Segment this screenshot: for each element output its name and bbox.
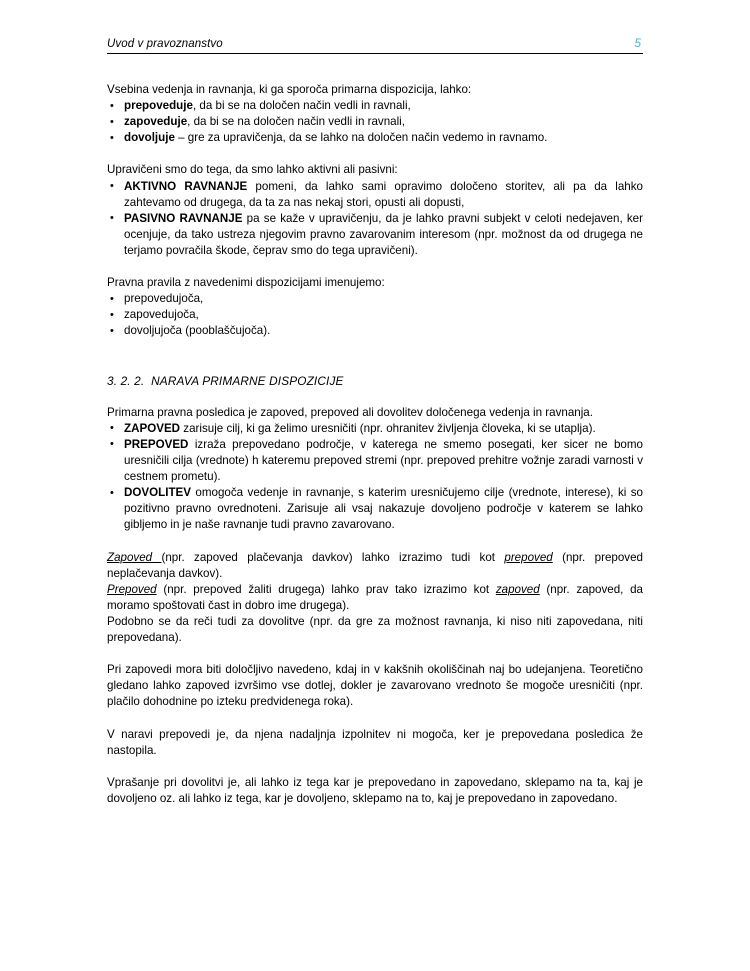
spacer — [107, 259, 643, 275]
list-item-strong: zapoveduje — [124, 115, 188, 129]
list-item-text: , da bi se na določen način vedli in ravnali, — [187, 115, 405, 129]
spacer — [107, 710, 643, 726]
list-item — [107, 114, 643, 130]
list-item — [107, 130, 643, 146]
list-item: • dovoljujoča (pooblaščujoča). — [107, 323, 643, 339]
page-header — [107, 36, 643, 54]
list-item — [107, 437, 643, 485]
text-run: (npr. zapoved plačevanja davkov) lahko izrazimo tudi kot — [161, 550, 505, 564]
emphasis-zapoved: Zapoved — [107, 550, 162, 564]
spacer — [107, 340, 643, 373]
list-item — [107, 421, 643, 437]
page-number: 5 — [634, 36, 641, 50]
list-primarna-dispozicija — [107, 421, 643, 534]
list-item — [107, 485, 643, 533]
spacer — [107, 759, 643, 775]
list-dispozicija-types — [107, 98, 643, 146]
paragraph-v-naravi-prepovedi: V naravi prepovedi je, da njena nadaljnja izpolnitev ni mogoča, ker je prepovedana posledica že nastopila. — [107, 727, 643, 757]
list-item-text: , da bi se na določen način vedli in ravnali, — [192, 99, 411, 113]
paragraph-prepoved-zapoved — [107, 582, 643, 614]
list-item-text: omogoča vedenje in ravnanje, s katerim uresničujemo cilje (vrednote, interese), ki so pozitivno pravno ovrednoteni. Zarisuje ali vsaj nakazuje dovoljeno področje v katerem se lahko gibljemo in je naše ravnanje tudi pravno zavarovano. — [124, 486, 643, 532]
section-heading: 3. 2. 2. NARAVA PRIMARNE DISPOZICIJE — [107, 373, 344, 388]
list-item-strong: ZAPOVED — [124, 421, 181, 435]
spacer — [107, 533, 643, 549]
list-item: • zapovedujoča, — [107, 307, 643, 323]
text-run: (npr. prepoved žaliti drugega) lahko prav tako izrazimo kot — [156, 582, 496, 596]
list-item-strong: prepoveduje — [124, 99, 193, 113]
emphasis-prepoved-2: Prepoved — [107, 582, 157, 596]
paragraph-zapoved-prepoved — [107, 550, 643, 582]
text-run: (npr. prepoved neplačevanja davkov). — [107, 550, 643, 580]
document-body — [107, 82, 643, 807]
paragraph-pri-zapovedi: Pri zapovedi mora biti določljivo navedeno, kdaj in v kakšnih okoliščinah naj bo udejanjena. Teoretično gledano lahko zapoved izvršimo vse dotlej, dokler je zavarovano vrednoto še mogoče uresničiti (npr. plačilo dohodnine po izteku predvidenega roka). — [107, 663, 643, 709]
spacer — [107, 389, 643, 405]
list-item-text: pa se kaže v upravičenju, da je lahko pravni subjekt v celoti nedejaven, ker ocenjuje, da tako ustreza njegovim pravno zavarovanim interesom (npr. možnost da od drugega ne terjamo povračila škode, čeprav smo do tega upravičeni). — [124, 211, 643, 257]
spacer — [107, 146, 643, 162]
list-item: • prepovedujoča, — [107, 291, 643, 307]
list-item-strong: PREPOVED — [124, 437, 189, 451]
list-ravnanje-types — [107, 179, 643, 259]
paragraph-upraviceni-smo: Upravičeni smo do tega, da smo lahko aktivni ali pasivni: — [107, 163, 398, 177]
list-item-strong: PASIVNO RAVNANJE — [124, 211, 243, 225]
paragraph-vprasanje-pri-dovolitvi: Vprašanje pri dovolitvi je, ali lahko iz tega kar je prepovedano in zapovedano, sklepamo na ta, kaj je dovoljeno oz. ali lahko iz tega, kar je dovoljeno, sklepamo na to, kaj je prepovedano in zapovedano. — [107, 775, 643, 805]
emphasis-prepoved: prepoved — [504, 550, 553, 564]
list-pravila-names — [107, 291, 643, 339]
list-item-text: izraža prepovedano področje, v katerega ne smemo posegati, ker sicer ne bomo uresničili cilja (vrednote) h kateremu prepoved stremi (npr. prepoved prehitre vožnje zaradi varnosti v cestnem prometu). — [124, 437, 643, 484]
list-item-strong: AKTIVNO RAVNANJE — [124, 179, 248, 193]
list-item — [107, 211, 643, 259]
paragraph-vsebina-vedenja: Vsebina vedenja in ravnanja, ki ga sporoča primarna dispozicija, lahko: — [107, 83, 472, 96]
paragraph-pravna-pravila: Pravna pravila z navedenimi dispozicijami imenujemo: — [107, 276, 385, 290]
spacer — [107, 646, 643, 662]
list-item-text: pomeni, da lahko sami opravimo določeno storitev, ali pa da lahko zahtevamo od drugega, da ta za nas nekaj stori, opusti ali dopusti, — [124, 179, 643, 209]
paragraph-primarna-pravna-posledica: Primarna pravna posledica je zapoved, prepoved ali dovolitev določenega vedenja in ravnanja. — [107, 405, 593, 419]
list-item — [107, 98, 643, 114]
list-item-strong: dovoljuje — [124, 131, 175, 145]
paragraph-podobno-dovolitve: Podobno se da reči tudi za dovolitve (npr. da gre za možnost ravnanja, ki niso niti zapovedana, niti prepovedana). — [107, 614, 643, 644]
header-title: Uvod v pravoznanstvo — [107, 38, 223, 50]
text-run: (npr. zapoved, da moramo spoštovati čast in dobro ime drugega). — [107, 582, 644, 612]
list-item-strong: DOVOLITEV — [124, 486, 191, 500]
list-item-text: zarisuje cilj, ki ga želimo uresničiti (npr. ohranitev življenja človeka, ki se utaplja). — [180, 421, 596, 435]
list-item-text: – gre za upravičenja, da se lahko na določen način vedemo in ravnamo. — [174, 131, 548, 145]
list-item — [107, 179, 643, 211]
emphasis-zapoved-2: zapoved — [495, 582, 540, 596]
